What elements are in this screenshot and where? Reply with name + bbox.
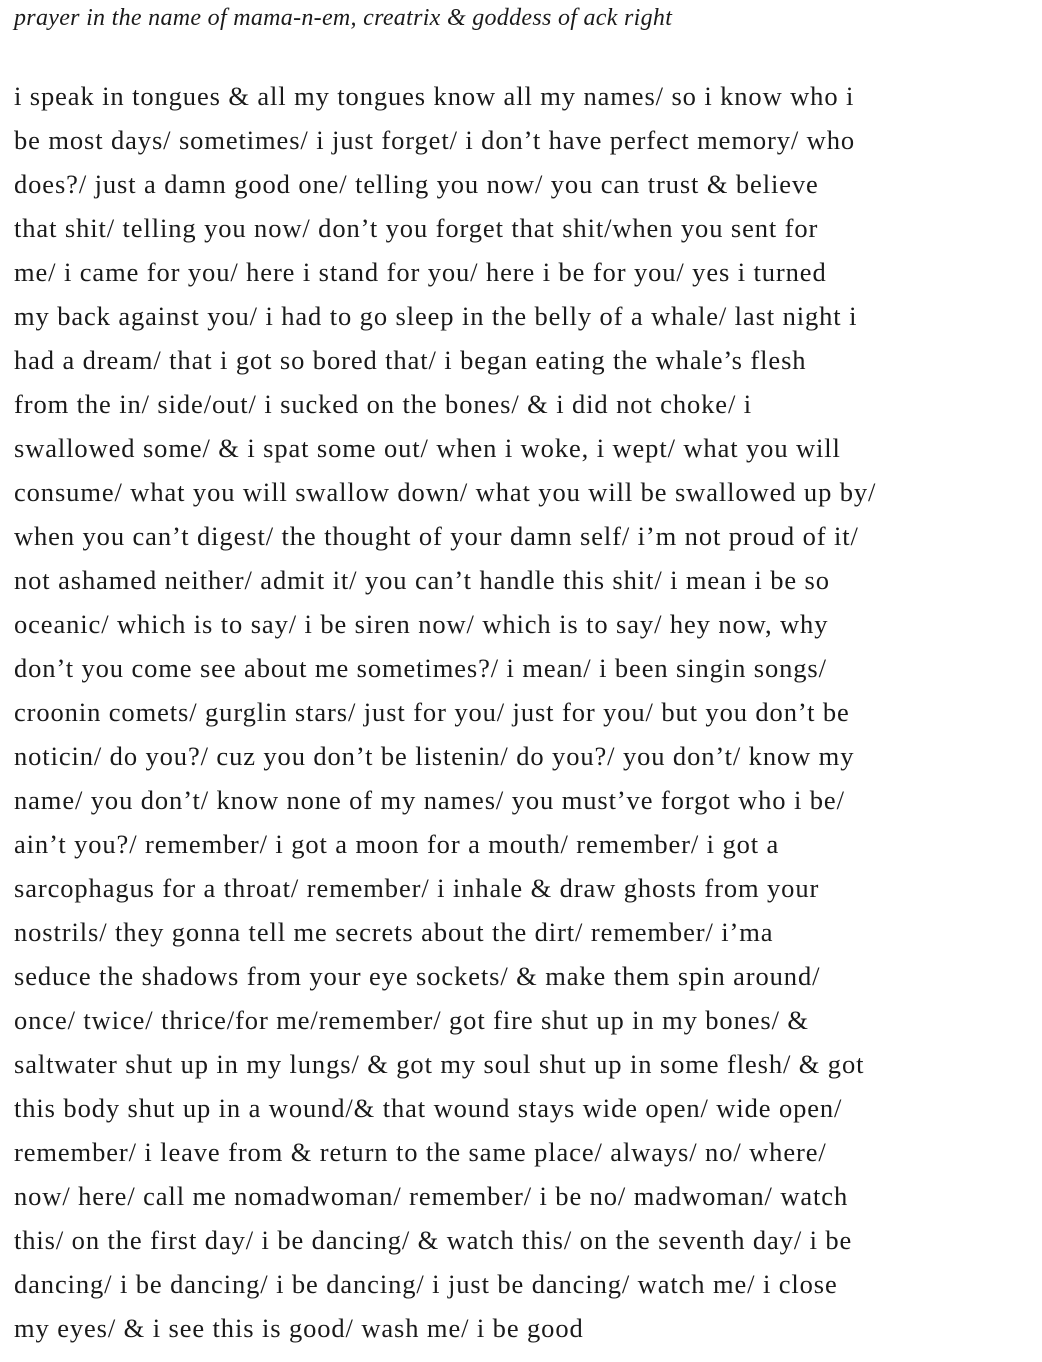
poem-line: sarcophagus for a throat/ remember/ i inhale & draw ghosts from your	[14, 873, 820, 903]
poem-line: does?/ just a damn good one/ telling you now/ you can trust & believe	[14, 169, 819, 199]
poem-line: once/ twice/ thrice/for me/remember/ got fire shut up in my bones/ &	[14, 1005, 809, 1035]
poem-line: nostrils/ they gonna tell me secrets about the dirt/ remember/ i’ma	[14, 917, 774, 947]
poem-line: swallowed some/ & i spat some out/ when i woke, i wept/ what you will	[14, 433, 841, 463]
poem-line: ain’t you?/ remember/ i got a moon for a mouth/ remember/ i got a	[14, 829, 780, 859]
poem-line: had a dream/ that i got so bored that/ i began eating the whale’s flesh	[14, 345, 807, 375]
poem-line: saltwater shut up in my lungs/ & got my soul shut up in some flesh/ & got	[14, 1049, 865, 1079]
poem-line: when you can’t digest/ the thought of your damn self/ i’m not proud of it/	[14, 521, 859, 551]
poem-line: now/ here/ call me nomadwoman/ remember/ i be no/ madwoman/ watch	[14, 1181, 849, 1211]
poem-line: this/ on the first day/ i be dancing/ & watch this/ on the seventh day/ i be	[14, 1225, 853, 1255]
poem-line: i speak in tongues & all my tongues know all my names/ so i know who i	[14, 81, 855, 111]
poem-line: name/ you don’t/ know none of my names/ you must’ve forgot who i be/	[14, 785, 845, 815]
poem-line: that shit/ telling you now/ don’t you forget that shit/when you sent for	[14, 213, 819, 243]
poem-line: not ashamed neither/ admit it/ you can’t handle this shit/ i mean i be so	[14, 565, 830, 595]
poem-line: remember/ i leave from & return to the same place/ always/ no/ where/	[14, 1137, 827, 1167]
poem-line: oceanic/ which is to say/ i be siren now/ which is to say/ hey now, why	[14, 609, 829, 639]
poem-line: croonin comets/ gurglin stars/ just for you/ just for you/ but you don’t be	[14, 697, 850, 727]
poem-line: be most days/ sometimes/ i just forget/ i don’t have perfect memory/ who	[14, 125, 856, 155]
poem-line: my back against you/ i had to go sleep in the belly of a whale/ last night i	[14, 301, 858, 331]
poem-body	[14, 74, 1032, 1350]
poem-line: from the in/ side/out/ i sucked on the bones/ & i did not choke/ i	[14, 389, 752, 419]
poem-line: noticin/ do you?/ cuz you don’t be listenin/ do you?/ you don’t/ know my	[14, 741, 855, 771]
poem-title: prayer in the name of mama-n-em, creatrix & goddess of ack right	[14, 5, 673, 31]
poem-line: dancing/ i be dancing/ i be dancing/ i just be dancing/ watch me/ i close	[14, 1269, 838, 1299]
poem-line: don’t you come see about me sometimes?/ i mean/ i been singin songs/	[14, 653, 827, 683]
poem-line: me/ i came for you/ here i stand for you/ here i be for you/ yes i turned	[14, 257, 827, 287]
poem-line: my eyes/ & i see this is good/ wash me/ i be good	[14, 1313, 584, 1343]
poem-line: consume/ what you will swallow down/ what you will be swallowed up by/	[14, 477, 877, 507]
poem-line: this body shut up in a wound/& that wound stays wide open/ wide open/	[14, 1093, 843, 1123]
poem-line: seduce the shadows from your eye sockets/ & make them spin around/	[14, 961, 821, 991]
